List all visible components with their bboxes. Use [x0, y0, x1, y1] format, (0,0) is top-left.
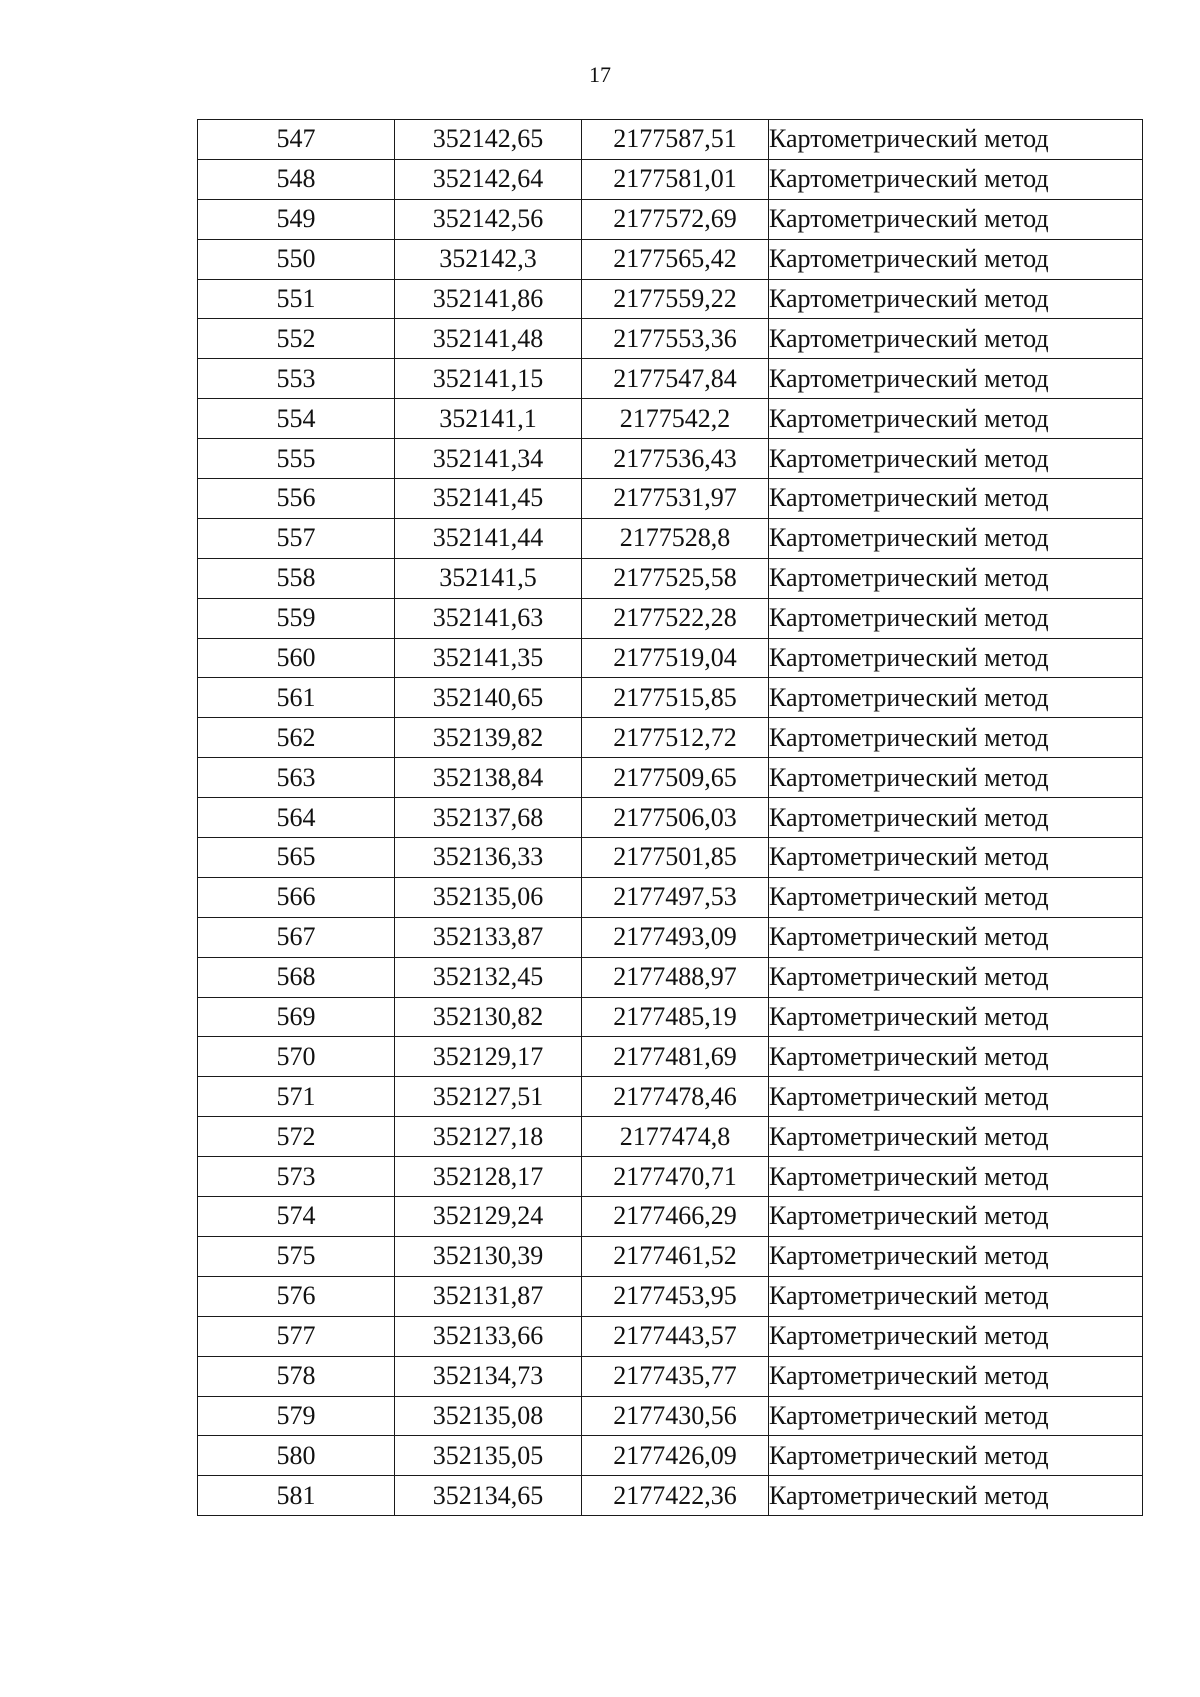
- point-number-cell: 572: [198, 1117, 395, 1157]
- y-coordinate-cell: 2177426,09: [582, 1436, 769, 1476]
- table-row: [198, 877, 1143, 917]
- x-coordinate-cell: 352129,24: [395, 1197, 582, 1237]
- y-coordinate-cell: 2177509,65: [582, 758, 769, 798]
- point-number-cell: 564: [198, 798, 395, 838]
- page-number: 17: [589, 62, 611, 87]
- y-coordinate-cell: 2177519,04: [582, 638, 769, 678]
- table-row: [198, 1396, 1143, 1436]
- y-coordinate-cell: 2177528,8: [582, 518, 769, 558]
- method-cell: Картометрический метод: [769, 239, 1143, 279]
- table-row: [198, 558, 1143, 598]
- x-coordinate-cell: 352136,33: [395, 838, 582, 878]
- method-cell: Картометрический метод: [769, 319, 1143, 359]
- x-coordinate-cell: 352141,63: [395, 598, 582, 638]
- table-row: [198, 798, 1143, 838]
- x-coordinate-cell: 352142,56: [395, 199, 582, 239]
- x-coordinate-cell: 352137,68: [395, 798, 582, 838]
- coordinates-table: [197, 119, 1143, 1516]
- table-row: [198, 1077, 1143, 1117]
- table-row: [198, 1276, 1143, 1316]
- method-cell: Картометрический метод: [769, 1077, 1143, 1117]
- table-row: [198, 917, 1143, 957]
- method-cell: Картометрический метод: [769, 1236, 1143, 1276]
- x-coordinate-cell: 352127,51: [395, 1077, 582, 1117]
- y-coordinate-cell: 2177525,58: [582, 558, 769, 598]
- method-cell: Картометрический метод: [769, 917, 1143, 957]
- x-coordinate-cell: 352141,35: [395, 638, 582, 678]
- point-number-cell: 562: [198, 718, 395, 758]
- method-cell: Картометрический метод: [769, 997, 1143, 1037]
- y-coordinate-cell: 2177506,03: [582, 798, 769, 838]
- y-coordinate-cell: 2177515,85: [582, 678, 769, 718]
- point-number-cell: 570: [198, 1037, 395, 1077]
- y-coordinate-cell: 2177466,29: [582, 1197, 769, 1237]
- table-row: [198, 1117, 1143, 1157]
- y-coordinate-cell: 2177453,95: [582, 1276, 769, 1316]
- y-coordinate-cell: 2177512,72: [582, 718, 769, 758]
- method-cell: Картометрический метод: [769, 1356, 1143, 1396]
- x-coordinate-cell: 352141,45: [395, 479, 582, 519]
- x-coordinate-cell: 352141,34: [395, 439, 582, 479]
- table-row: [198, 598, 1143, 638]
- table-row: [198, 758, 1143, 798]
- x-coordinate-cell: 352135,08: [395, 1396, 582, 1436]
- point-number-cell: 581: [198, 1476, 395, 1516]
- point-number-cell: 547: [198, 120, 395, 160]
- point-number-cell: 563: [198, 758, 395, 798]
- method-cell: Картометрический метод: [769, 798, 1143, 838]
- y-coordinate-cell: 2177559,22: [582, 279, 769, 319]
- table-row: [198, 279, 1143, 319]
- method-cell: Картометрический метод: [769, 758, 1143, 798]
- y-coordinate-cell: 2177461,52: [582, 1236, 769, 1276]
- point-number-cell: 565: [198, 838, 395, 878]
- point-number-cell: 568: [198, 957, 395, 997]
- x-coordinate-cell: 352127,18: [395, 1117, 582, 1157]
- x-coordinate-cell: 352130,39: [395, 1236, 582, 1276]
- y-coordinate-cell: 2177522,28: [582, 598, 769, 638]
- x-coordinate-cell: 352142,64: [395, 159, 582, 199]
- y-coordinate-cell: 2177481,69: [582, 1037, 769, 1077]
- table-row: [198, 479, 1143, 519]
- table-row: [198, 399, 1143, 439]
- y-coordinate-cell: 2177572,69: [582, 199, 769, 239]
- point-number-cell: 576: [198, 1276, 395, 1316]
- table-row: [198, 1236, 1143, 1276]
- table-row: [198, 1316, 1143, 1356]
- y-coordinate-cell: 2177581,01: [582, 159, 769, 199]
- y-coordinate-cell: 2177488,97: [582, 957, 769, 997]
- x-coordinate-cell: 352141,1: [395, 399, 582, 439]
- method-cell: Картометрический метод: [769, 1197, 1143, 1237]
- table-row: [198, 678, 1143, 718]
- method-cell: Картометрический метод: [769, 120, 1143, 160]
- table-row: [198, 319, 1143, 359]
- table-row: [198, 359, 1143, 399]
- point-number-cell: 551: [198, 279, 395, 319]
- y-coordinate-cell: 2177553,36: [582, 319, 769, 359]
- x-coordinate-cell: 352132,45: [395, 957, 582, 997]
- method-cell: Картометрический метод: [769, 1316, 1143, 1356]
- point-number-cell: 580: [198, 1436, 395, 1476]
- x-coordinate-cell: 352134,73: [395, 1356, 582, 1396]
- table-row: [198, 1157, 1143, 1197]
- method-cell: Картометрический метод: [769, 1436, 1143, 1476]
- point-number-cell: 561: [198, 678, 395, 718]
- x-coordinate-cell: 352133,87: [395, 917, 582, 957]
- method-cell: Картометрический метод: [769, 558, 1143, 598]
- y-coordinate-cell: 2177542,2: [582, 399, 769, 439]
- x-coordinate-cell: 352141,5: [395, 558, 582, 598]
- point-number-cell: 569: [198, 997, 395, 1037]
- point-number-cell: 556: [198, 479, 395, 519]
- table-row: [198, 718, 1143, 758]
- point-number-cell: 575: [198, 1236, 395, 1276]
- method-cell: Картометрический метод: [769, 1276, 1143, 1316]
- y-coordinate-cell: 2177587,51: [582, 120, 769, 160]
- x-coordinate-cell: 352140,65: [395, 678, 582, 718]
- table-row: [198, 1476, 1143, 1516]
- point-number-cell: 548: [198, 159, 395, 199]
- method-cell: Картометрический метод: [769, 598, 1143, 638]
- x-coordinate-cell: 352139,82: [395, 718, 582, 758]
- y-coordinate-cell: 2177531,97: [582, 479, 769, 519]
- x-coordinate-cell: 352131,87: [395, 1276, 582, 1316]
- table-row: [198, 1436, 1143, 1476]
- table-row: [198, 159, 1143, 199]
- y-coordinate-cell: 2177422,36: [582, 1476, 769, 1516]
- method-cell: Картометрический метод: [769, 1117, 1143, 1157]
- x-coordinate-cell: 352141,86: [395, 279, 582, 319]
- y-coordinate-cell: 2177470,71: [582, 1157, 769, 1197]
- table-row: [198, 120, 1143, 160]
- x-coordinate-cell: 352133,66: [395, 1316, 582, 1356]
- y-coordinate-cell: 2177443,57: [582, 1316, 769, 1356]
- method-cell: Картометрический метод: [769, 439, 1143, 479]
- table-row: [198, 997, 1143, 1037]
- method-cell: Картометрический метод: [769, 1396, 1143, 1436]
- table-row: [198, 1037, 1143, 1077]
- point-number-cell: 574: [198, 1197, 395, 1237]
- point-number-cell: 552: [198, 319, 395, 359]
- coordinates-table-body: [198, 120, 1143, 1516]
- x-coordinate-cell: 352135,05: [395, 1436, 582, 1476]
- x-coordinate-cell: 352141,15: [395, 359, 582, 399]
- x-coordinate-cell: 352141,48: [395, 319, 582, 359]
- y-coordinate-cell: 2177435,77: [582, 1356, 769, 1396]
- table-row: [198, 957, 1143, 997]
- table-row: [198, 199, 1143, 239]
- method-cell: Картометрический метод: [769, 159, 1143, 199]
- x-coordinate-cell: 352142,3: [395, 239, 582, 279]
- point-number-cell: 555: [198, 439, 395, 479]
- y-coordinate-cell: 2177478,46: [582, 1077, 769, 1117]
- point-number-cell: 554: [198, 399, 395, 439]
- method-cell: Картометрический метод: [769, 359, 1143, 399]
- y-coordinate-cell: 2177493,09: [582, 917, 769, 957]
- point-number-cell: 558: [198, 558, 395, 598]
- method-cell: Картометрический метод: [769, 1037, 1143, 1077]
- table-row: [198, 439, 1143, 479]
- method-cell: Картометрический метод: [769, 1157, 1143, 1197]
- method-cell: Картометрический метод: [769, 399, 1143, 439]
- method-cell: Картометрический метод: [769, 678, 1143, 718]
- method-cell: Картометрический метод: [769, 638, 1143, 678]
- point-number-cell: 578: [198, 1356, 395, 1396]
- y-coordinate-cell: 2177565,42: [582, 239, 769, 279]
- x-coordinate-cell: 352141,44: [395, 518, 582, 558]
- method-cell: Картометрический метод: [769, 479, 1143, 519]
- x-coordinate-cell: 352130,82: [395, 997, 582, 1037]
- y-coordinate-cell: 2177497,53: [582, 877, 769, 917]
- y-coordinate-cell: 2177547,84: [582, 359, 769, 399]
- x-coordinate-cell: 352142,65: [395, 120, 582, 160]
- point-number-cell: 579: [198, 1396, 395, 1436]
- point-number-cell: 577: [198, 1316, 395, 1356]
- point-number-cell: 566: [198, 877, 395, 917]
- point-number-cell: 559: [198, 598, 395, 638]
- table-row: [198, 638, 1143, 678]
- point-number-cell: 550: [198, 239, 395, 279]
- x-coordinate-cell: 352129,17: [395, 1037, 582, 1077]
- y-coordinate-cell: 2177430,56: [582, 1396, 769, 1436]
- x-coordinate-cell: 352128,17: [395, 1157, 582, 1197]
- point-number-cell: 573: [198, 1157, 395, 1197]
- method-cell: Картометрический метод: [769, 518, 1143, 558]
- y-coordinate-cell: 2177501,85: [582, 838, 769, 878]
- method-cell: Картометрический метод: [769, 838, 1143, 878]
- point-number-cell: 560: [198, 638, 395, 678]
- table-row: [198, 1197, 1143, 1237]
- table-row: [198, 838, 1143, 878]
- x-coordinate-cell: 352135,06: [395, 877, 582, 917]
- y-coordinate-cell: 2177474,8: [582, 1117, 769, 1157]
- point-number-cell: 553: [198, 359, 395, 399]
- point-number-cell: 557: [198, 518, 395, 558]
- y-coordinate-cell: 2177485,19: [582, 997, 769, 1037]
- point-number-cell: 549: [198, 199, 395, 239]
- method-cell: Картометрический метод: [769, 199, 1143, 239]
- method-cell: Картометрический метод: [769, 957, 1143, 997]
- point-number-cell: 567: [198, 917, 395, 957]
- method-cell: Картометрический метод: [769, 1476, 1143, 1516]
- method-cell: Картометрический метод: [769, 279, 1143, 319]
- y-coordinate-cell: 2177536,43: [582, 439, 769, 479]
- table-row: [198, 239, 1143, 279]
- x-coordinate-cell: 352138,84: [395, 758, 582, 798]
- point-number-cell: 571: [198, 1077, 395, 1117]
- x-coordinate-cell: 352134,65: [395, 1476, 582, 1516]
- method-cell: Картометрический метод: [769, 718, 1143, 758]
- table-row: [198, 518, 1143, 558]
- table-row: [198, 1356, 1143, 1396]
- method-cell: Картометрический метод: [769, 877, 1143, 917]
